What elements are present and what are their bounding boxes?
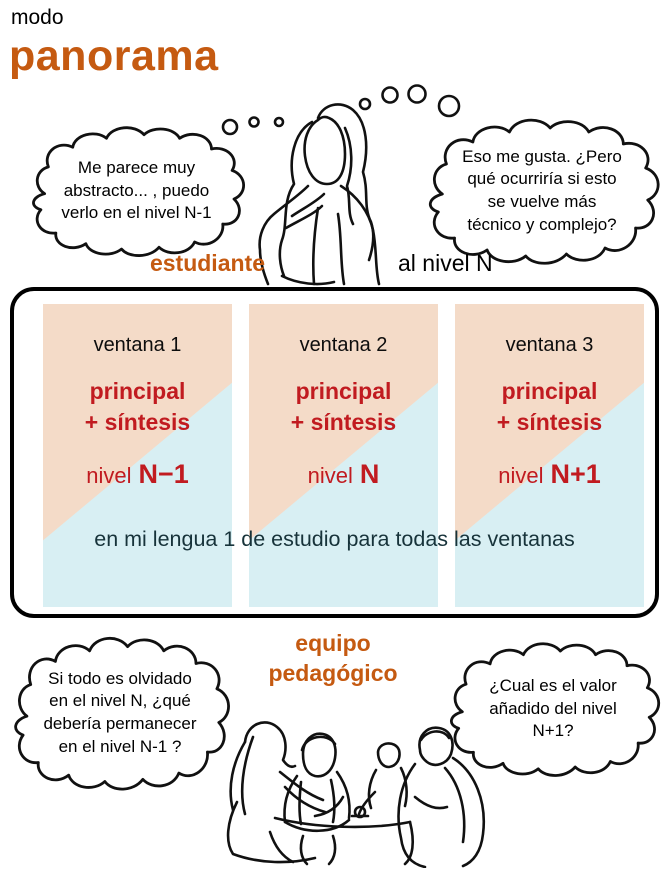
bubble-line: Eso me gusta. ¿Pero <box>462 146 622 166</box>
bubble-line: en el nivel N, ¿qué <box>49 691 191 711</box>
bubble-line: abstracto... , puedo <box>63 180 210 200</box>
bubble-line: verlo en el nivel N-1 <box>61 203 212 223</box>
bubble-line: se vuelve más <box>487 192 597 211</box>
page-title: panorama <box>9 32 219 80</box>
thought-bubble-team-right <box>442 640 664 778</box>
bubble-line: N+1? <box>532 721 574 741</box>
window-panel-2 <box>249 304 438 607</box>
student-label: estudiante <box>149 250 265 276</box>
level-value: N+1 <box>550 459 601 490</box>
thought-bubble-student-right <box>420 116 664 266</box>
bubble-line: añadido del nivel <box>489 698 617 718</box>
level-prefix: nivel <box>307 463 353 489</box>
level-prefix: nivel <box>86 463 132 489</box>
window-content-line: + síntesis <box>290 409 397 436</box>
window-panel-3 <box>455 304 644 607</box>
window-title: ventana 1 <box>93 334 182 356</box>
bubble-line: Si todo es olvidado <box>48 668 192 688</box>
team-label-line: pedagógico <box>268 660 398 687</box>
window-panel-1 <box>43 304 232 607</box>
bubble-line: debería permanecer <box>43 714 197 733</box>
thought-dot <box>439 96 459 116</box>
thought-dot <box>383 88 398 103</box>
window-title: ventana 2 <box>299 334 388 356</box>
thought-bubble-team-left <box>6 634 234 792</box>
window-content-line: + síntesis <box>84 409 191 436</box>
window-content-line: principal <box>89 378 186 404</box>
bubble-line: qué ocurriría si esto <box>467 169 617 189</box>
window-title: ventana 3 <box>505 334 594 356</box>
thought-dot <box>360 99 370 109</box>
level-value: N−1 <box>138 459 189 490</box>
level-prefix: nivel <box>498 463 544 489</box>
thought-dot <box>409 86 426 103</box>
level-value: N <box>359 459 380 490</box>
student-level-note: al nivel N <box>398 250 493 276</box>
thought-bubble-student-left <box>24 124 249 258</box>
bubble-line: Me parece muy <box>77 158 196 178</box>
thought-dot <box>275 118 283 126</box>
window-content-line: principal <box>295 378 392 404</box>
window-content-line: + síntesis <box>496 409 603 436</box>
bubble-line: en el nivel N-1 ? <box>58 736 182 756</box>
board-footer-note: en mi lengua 1 de estudio para todas las ventanas <box>94 527 575 551</box>
team-label-line: equipo <box>295 630 371 656</box>
bubble-line: técnico y complejo? <box>467 214 617 234</box>
bubble-line: ¿Cual es el valor <box>489 676 617 696</box>
thought-dot <box>250 118 259 127</box>
panorama-board <box>10 287 659 618</box>
mode-kicker: modo <box>11 6 64 29</box>
window-content-line: principal <box>501 378 598 404</box>
